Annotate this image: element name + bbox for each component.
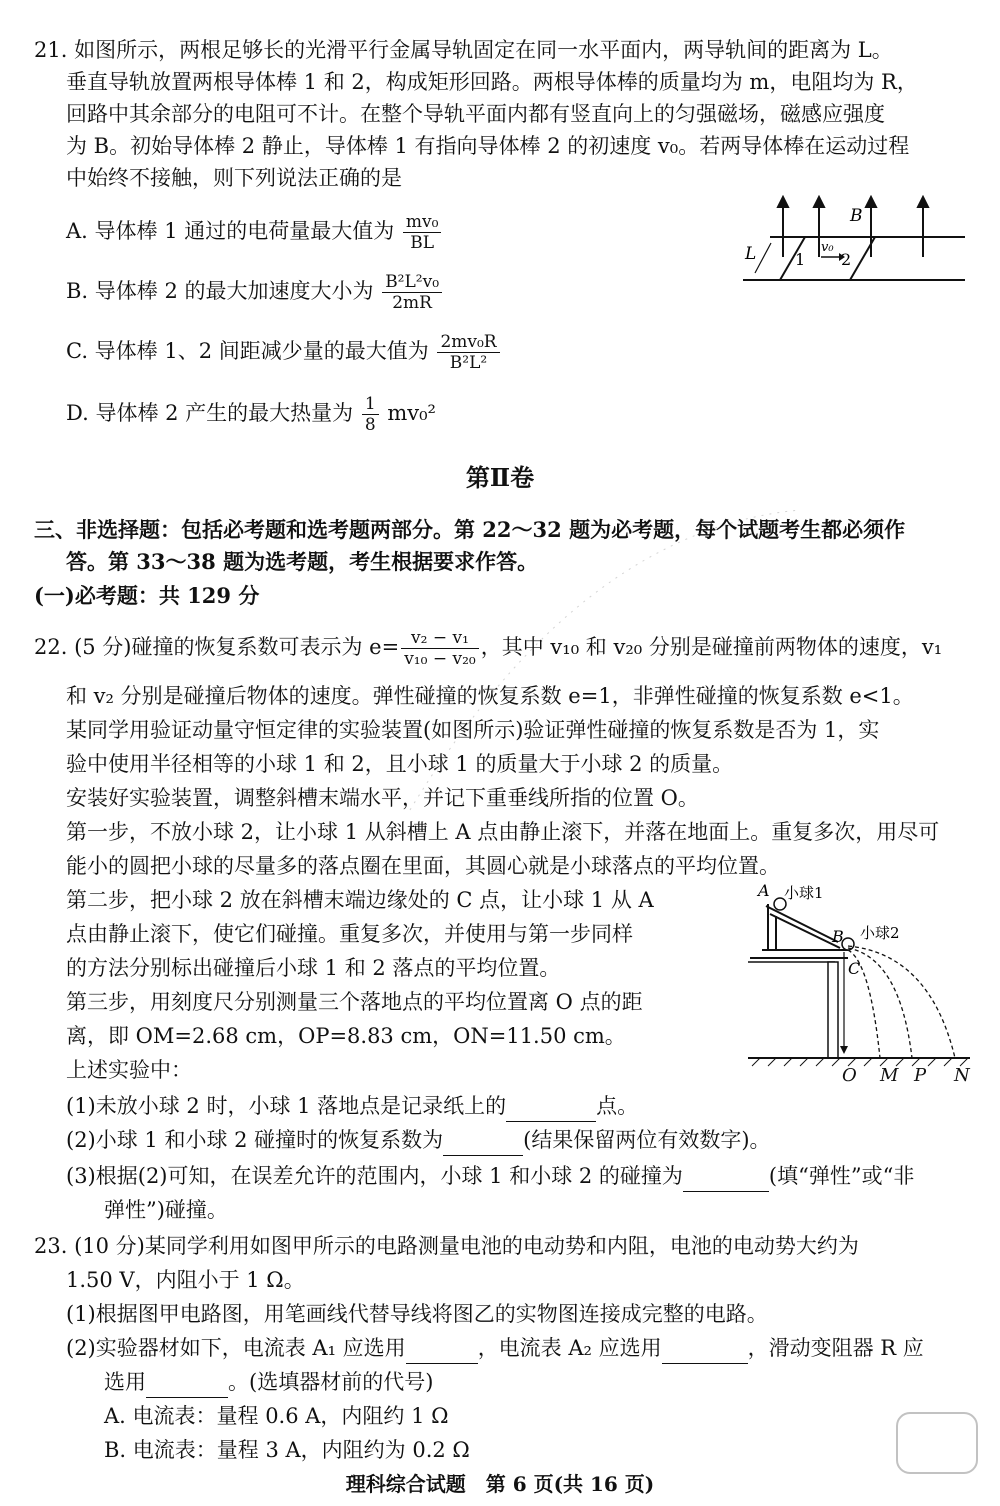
part-2-intro-line-2: 答。第 33～38 题为选考题，考生根据要求作答。 xyxy=(66,549,539,574)
q23-line-3: (1)根据图甲电路图，用笔画线代替导线将图乙的实物图连接成完整的电路。 xyxy=(66,1302,768,1326)
page-footer: 理科综合试题 第 6 页(共 16 页) xyxy=(345,1472,655,1496)
q23-line-4-text: (2)实验器材如下，电流表 A₁ 应选用 xyxy=(66,1336,406,1360)
watermark-stamp-icon xyxy=(380,490,820,830)
rod-label-1: 1 xyxy=(795,250,806,269)
q22-sub-1 xyxy=(66,1090,638,1122)
label-b: B xyxy=(832,927,844,946)
part-2-title: 第Ⅱ卷 xyxy=(465,463,535,492)
option-d-fraction xyxy=(362,394,379,435)
fraction-denominator: 2mR xyxy=(392,293,432,313)
field-label-b: B xyxy=(850,206,863,226)
q22-sub-1-text: (1)未放小球 2 时，小球 1 落地点是记录纸上的 xyxy=(66,1094,507,1118)
q21-stem-line-1: 21. 如图所示，两根足够长的光滑平行金属导轨固定在同一水平面内，两导轨间的距离为 L。 xyxy=(34,38,893,62)
part-2-intro-line-1: 三、非选择题：包括必考题和选考题两部分。第 22～32 题为必考题，每个试题考生都必须作 xyxy=(34,517,906,542)
q23-line-5-text: 选用 xyxy=(104,1370,146,1394)
q22-sub-3-tail: (填“弹性”或“非 xyxy=(768,1164,915,1188)
answer-blank[interactable] xyxy=(443,1131,523,1156)
label-ball-1: 小球1 xyxy=(784,884,824,902)
q21-stem-line-2: 垂直导轨放置两根导体棒 1 和 2，构成矩形回路。两根导体棒的质量均为 m，电阻均为 R， xyxy=(66,70,918,94)
incline-lower xyxy=(770,914,840,948)
q22-sub-3-cont: 弹性”)碰撞。 xyxy=(104,1198,228,1222)
label-c: C xyxy=(848,959,861,978)
q22-line-11: 离，即 OM=2.68 cm，OP=8.83 cm，ON=11.50 cm。 xyxy=(66,1024,626,1048)
label-p: P xyxy=(914,1065,927,1086)
q22-line-8: 点由静止滚下，使它们碰撞。重复多次，并使用与第一步同样 xyxy=(66,922,633,946)
length-arrow xyxy=(755,243,771,273)
q21-option-b xyxy=(66,272,444,313)
length-label-l: L xyxy=(745,244,757,264)
q23-line-4 xyxy=(66,1332,924,1364)
plumb-arrow xyxy=(840,1046,848,1054)
q23-line-4-mid: ，电流表 A₂ 应选用 xyxy=(477,1336,662,1360)
q21-option-c xyxy=(66,332,502,373)
option-a-text: A. 导体棒 1 通过的电荷量最大值为 xyxy=(66,219,395,243)
q21-option-d xyxy=(66,394,436,435)
answer-blank[interactable] xyxy=(406,1339,478,1364)
fraction-numerator: mv₀ xyxy=(403,212,442,233)
q23-line-5 xyxy=(104,1366,433,1398)
label-m: M xyxy=(880,1065,899,1086)
q22-sub-2 xyxy=(66,1124,771,1156)
q22-line-10: 第三步，用刻度尺分别测量三个落地点的平均位置离 O 点的距 xyxy=(66,990,643,1014)
q21-stem-line-5: 中始终不接触，则下列说法正确的是 xyxy=(66,166,402,190)
fraction-denominator: BL xyxy=(410,233,435,253)
q22-head: 22. (5 分)碰撞的恢复系数可表示为 e= xyxy=(34,635,400,659)
fraction-denominator: v₁₀ − v₂₀ xyxy=(404,649,476,669)
q22-line-4: 安装好实验装置，调整斜槽末端水平，并记下重垂线所指的位置 O。 xyxy=(66,786,699,810)
q22-line-12: 上述实验中： xyxy=(66,1058,192,1082)
q23-line-1: 23. (10 分)某同学利用如图甲所示的电路测量电池的电动势和内阻，电池的电动势大约为 xyxy=(34,1234,859,1258)
option-d-tail: mv₀² xyxy=(387,401,436,425)
answer-blank[interactable] xyxy=(506,1097,596,1122)
fraction-denominator: B²L² xyxy=(449,353,488,373)
velocity-label: v₀ xyxy=(821,240,834,255)
q21-stem-line-3: 回路中其余部分的电阻可不计。在整个导轨平面内都有竖直向上的匀强磁场，磁感应强度 xyxy=(66,102,885,126)
fraction-numerator: v₂ − v₁ xyxy=(401,628,479,649)
fraction-numerator: 2mv₀R xyxy=(437,332,499,353)
trajectory-n xyxy=(848,946,955,1058)
label-ball-2: 小球2 xyxy=(860,924,900,942)
q22-line-7: 第二步，把小球 2 放在斜槽末端边缘处的 C 点，让小球 1 从 A xyxy=(66,888,654,912)
fraction-numerator: 1 xyxy=(362,394,379,415)
q22-line-6: 能小的圆把小球的尽量多的落点圈在里面，其圆心就是小球落点的平均位置。 xyxy=(66,854,780,878)
q22-line-3: 验中使用半径相等的小球 1 和 2，且小球 1 的质量大于小球 2 的质量。 xyxy=(66,752,734,776)
q21-stem-line-4: 为 B。初始导体棒 2 静止，导体棒 1 有指向导体棒 2 的初速度 v₀。若两导体棒在运动过程 xyxy=(66,134,910,158)
q22-sub-2-text: (2)小球 1 和小球 2 碰撞时的恢复系数为 xyxy=(66,1128,444,1152)
rod-label-2: 2 xyxy=(841,250,852,269)
q21-option-a xyxy=(66,212,443,253)
fraction-numerator: B²L²v₀ xyxy=(382,272,442,293)
q22-line-9: 的方法分别标出碰撞后小球 1 和 2 落点的平均位置。 xyxy=(66,956,561,980)
corner-logo-icon xyxy=(896,1412,978,1474)
q22-sub-2-tail: (结果保留两位有效数字)。 xyxy=(523,1128,771,1152)
option-d-text: D. 导体棒 2 产生的最大热量为 xyxy=(66,401,354,425)
q23-line-5-tail: 。(选填器材前的代号) xyxy=(228,1370,434,1394)
answer-blank[interactable] xyxy=(146,1373,228,1398)
option-c-fraction xyxy=(437,332,499,373)
label-o: O xyxy=(842,1065,857,1086)
ground-hatching xyxy=(752,1058,968,1066)
option-b-text: B. 导体棒 2 的最大加速度大小为 xyxy=(66,279,374,303)
q22-sub-3 xyxy=(66,1160,914,1192)
rails-magnetic-field-figure xyxy=(735,195,975,295)
collision-apparatus-figure xyxy=(740,882,975,1072)
post xyxy=(828,962,838,1058)
answer-blank[interactable] xyxy=(683,1167,769,1192)
q22-line-1: 和 v₂ 分别是碰撞后物体的速度。弹性碰撞的恢复系数 e=1，非弹性碰撞的恢复系数 e<1。 xyxy=(66,684,914,708)
q22-line-2: 某同学用验证动量守恒定律的实验装置(如图所示)验证弹性碰撞的恢复系数是否为 1，实 xyxy=(66,718,880,742)
option-a-fraction xyxy=(403,212,442,253)
label-n: N xyxy=(954,1065,970,1086)
q22-sub-1-tail: 点。 xyxy=(596,1094,639,1118)
option-c-text: C. 导体棒 1、2 间距减少量的最大值为 xyxy=(66,339,429,363)
answer-blank[interactable] xyxy=(662,1339,748,1364)
label-a: A xyxy=(758,882,770,900)
q22-sub-3-text: (3)根据(2)可知，在误差允许的范围内，小球 1 和小球 2 的碰撞为 xyxy=(66,1164,683,1188)
option-b-fraction xyxy=(382,272,442,313)
q23-option-a: A. 电流表：量程 0.6 A，内阻约 1 Ω xyxy=(104,1404,449,1428)
q23-line-4-tail: ，滑动变阻器 R 应 xyxy=(747,1336,924,1360)
q22-head-tail: ，其中 v₁₀ 和 v₂₀ 分别是碰撞前两物体的速度，v₁ xyxy=(480,635,943,659)
q22-line-5: 第一步，不放小球 2，让小球 1 从斜槽上 A 点由静止滚下，并落在地面上。重复多次，用尽可 xyxy=(66,820,940,844)
required-questions-heading: (一)必考题：共 129 分 xyxy=(34,583,260,608)
q23-line-2: 1.50 V，内阻小于 1 Ω。 xyxy=(66,1268,305,1292)
fraction-denominator: 8 xyxy=(364,415,376,435)
q23-option-b: B. 电流表：量程 3 A，内阻约为 0.2 Ω xyxy=(104,1438,470,1462)
